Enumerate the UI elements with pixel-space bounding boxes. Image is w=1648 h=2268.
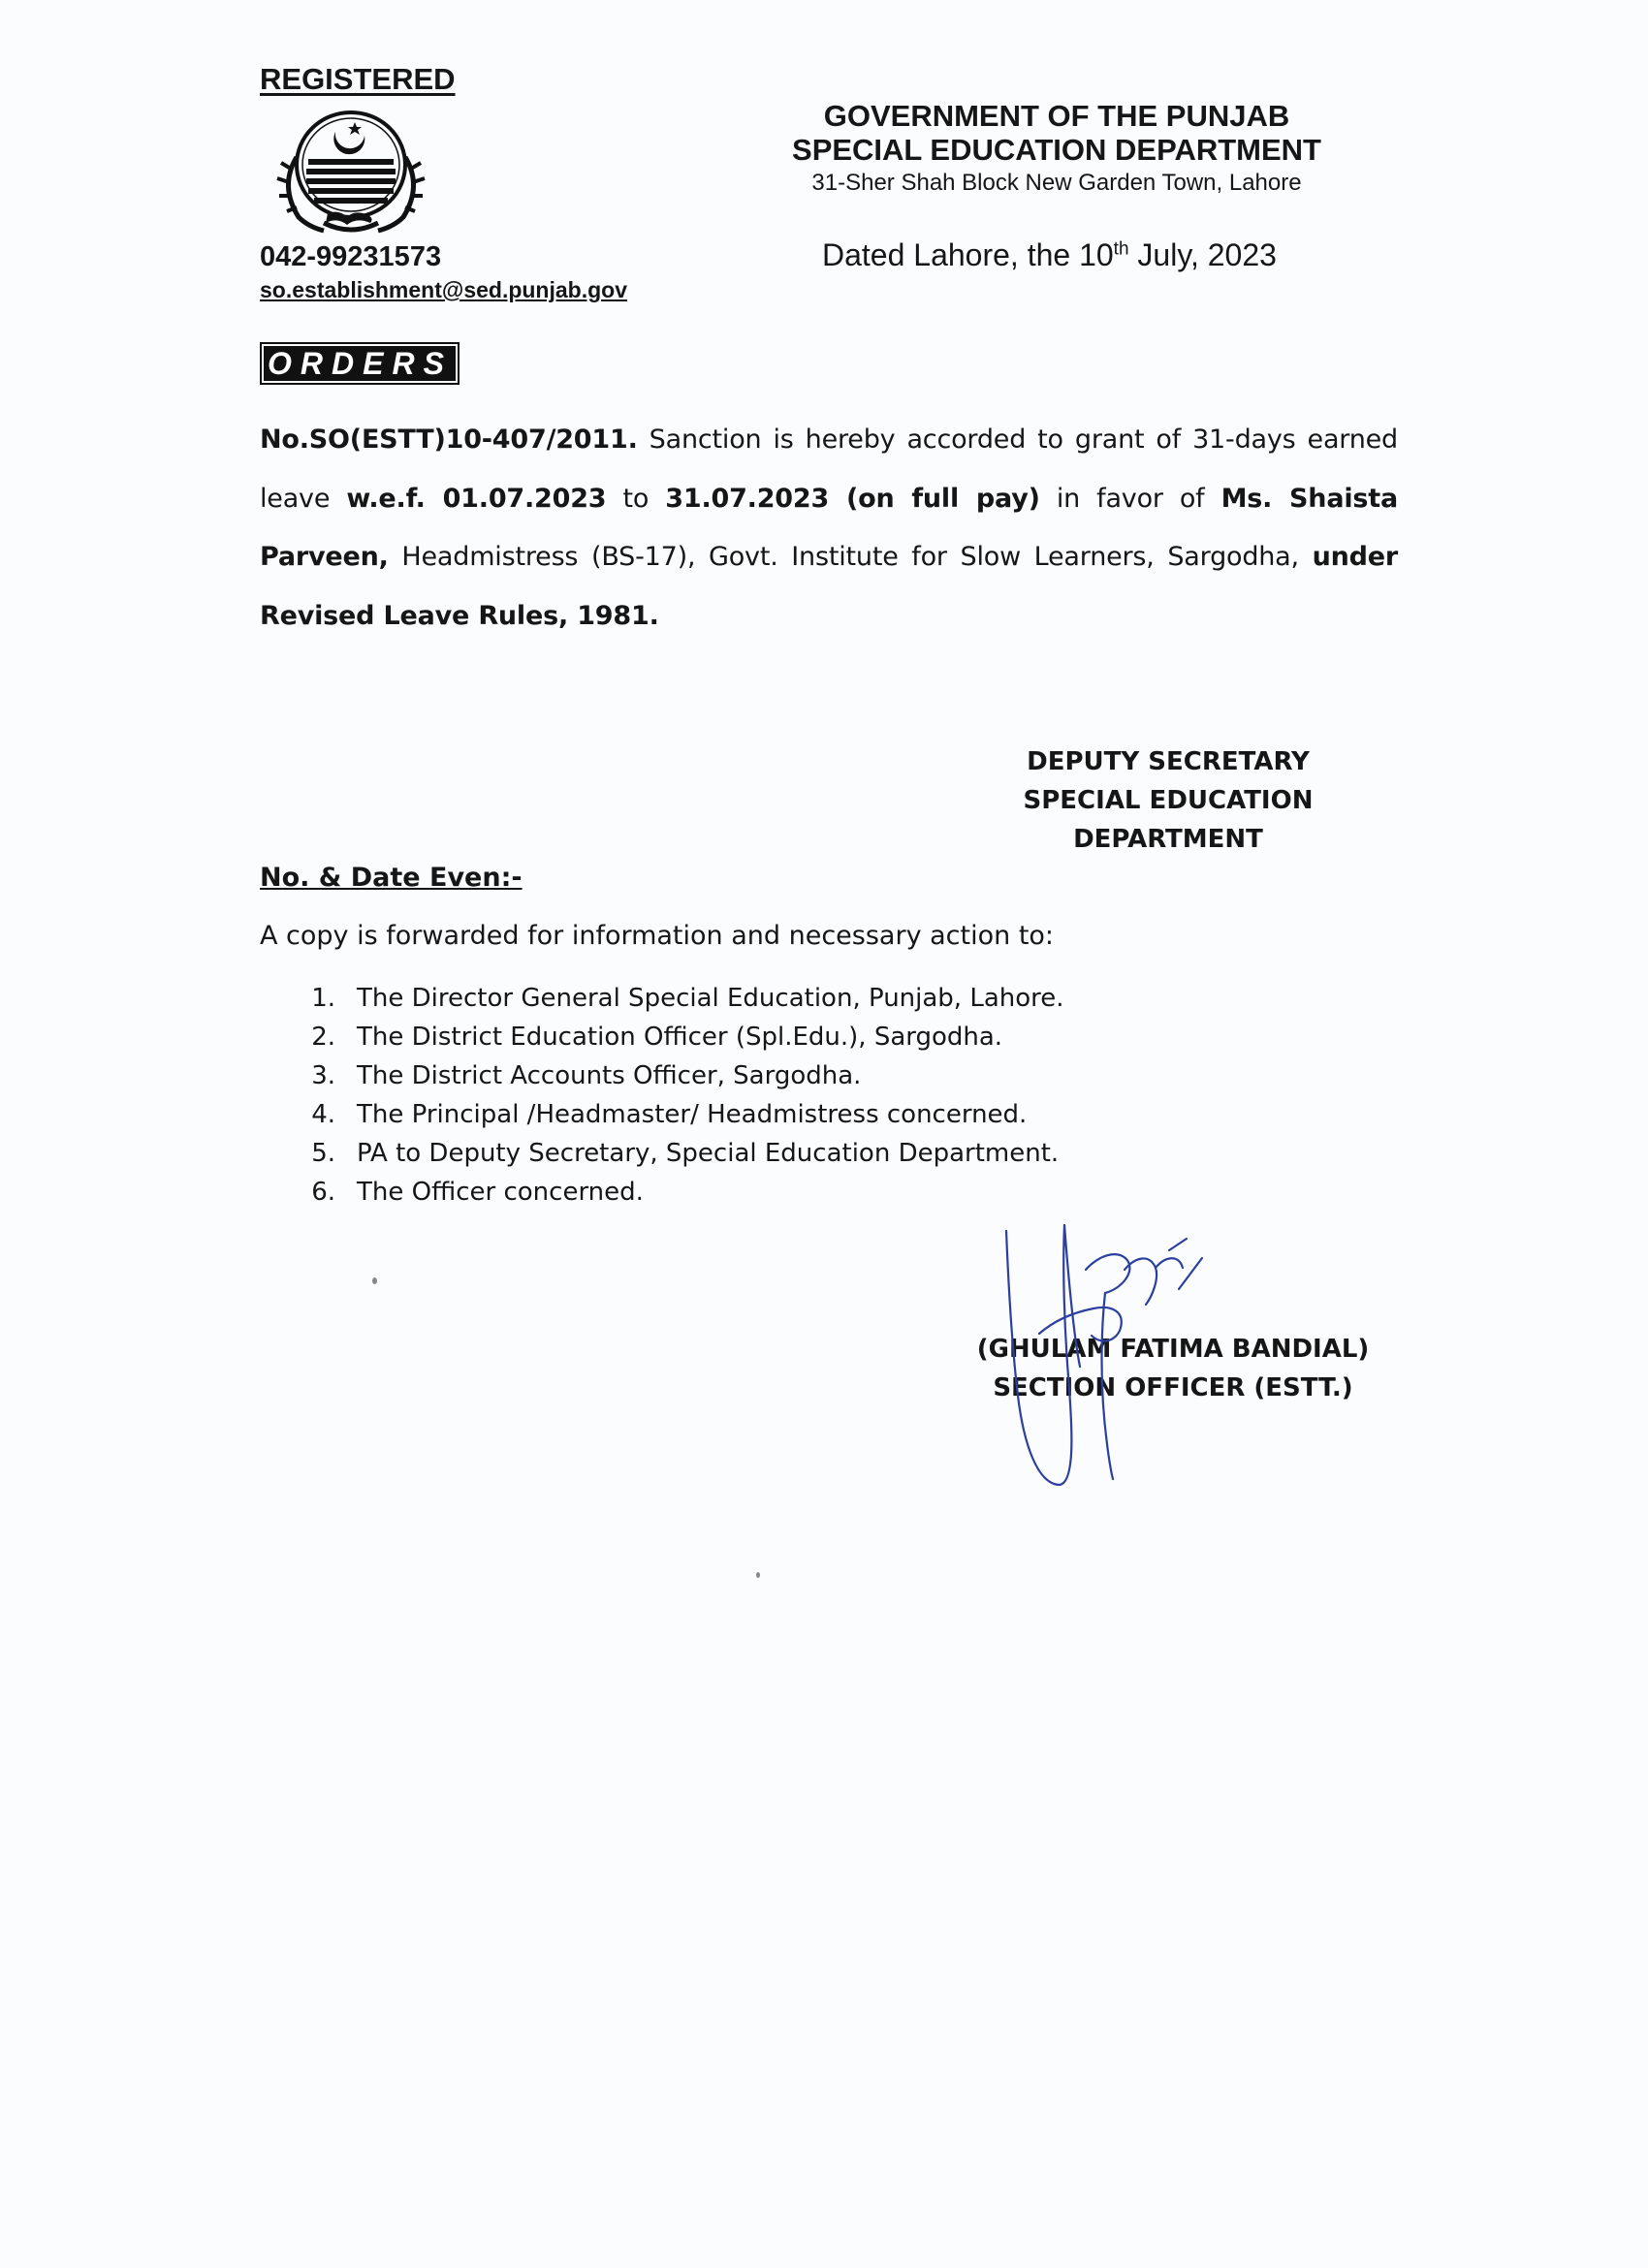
list-item: 3. The District Accounts Officer, Sargodha. — [311, 1061, 862, 1090]
order-end-date: 31.07.2023 (on full pay) — [665, 483, 1040, 514]
date-prefix: Dated Lahore, the 10 — [822, 237, 1114, 272]
registered-label: REGISTERED — [260, 62, 456, 96]
deputy-line-3: DEPARTMENT — [1073, 825, 1263, 854]
government-title: GOVERNMENT OF THE PUNJAB — [823, 99, 1290, 133]
department-title: SPECIAL EDUCATION DEPARTMENT — [792, 133, 1321, 167]
order-employee-name: Ms. Shaista Parveen, — [260, 483, 1398, 572]
order-text-2: to — [606, 483, 666, 514]
signatory-designation: SECTION OFFICER (ESTT.) — [993, 1373, 1353, 1402]
order-text-4: Headmistress (BS-17), Govt. Institute for Slow Learners, Sargodha, — [388, 542, 1313, 572]
list-item: 1. The Director General Special Education, Punjab, Lahore. — [311, 984, 1064, 1013]
deputy-secretary-block — [969, 742, 1367, 859]
deputy-line-2: SPECIAL EDUCATION — [1023, 786, 1314, 815]
list-item: 5. PA to Deputy Secretary, Special Education Department. — [311, 1139, 1060, 1168]
list-item: 4. The Principal /Headmaster/ Headmistress concerned. — [311, 1100, 1028, 1129]
no-date-even-heading: No. & Date Even:- — [260, 863, 523, 893]
orders-heading: ORDERS — [260, 342, 460, 385]
punjab-emblem-icon — [268, 109, 434, 239]
order-start-date: w.e.f. 01.07.2023 — [346, 483, 607, 514]
signatory-name: (GHULAM FATIMA BANDIAL) — [976, 1335, 1370, 1364]
date-ordinal: th — [1113, 238, 1129, 260]
letterhead — [756, 99, 1357, 198]
handwritten-signature — [979, 1212, 1251, 1502]
order-text-1: Sanction is hereby accorded to grant of 31-days earned leave — [260, 425, 1398, 514]
contact-phone: 042-99231573 — [260, 241, 442, 272]
order-rules: under Revised Leave Rules, 1981. — [260, 542, 1398, 631]
list-item: 2. The District Education Officer (Spl.Edu.), Sargodha. — [311, 1023, 1003, 1052]
date-line — [822, 237, 1277, 273]
copy-recipient-list — [291, 979, 1064, 1212]
department-address: 31-Sher Shah Block New Garden Town, Lahore — [811, 170, 1302, 196]
order-number: No.SO(ESTT)10-407/2011. — [260, 425, 638, 455]
copy-forwarded-intro: A copy is forwarded for information and necessary action to: — [260, 921, 1055, 951]
list-item: 6. The Officer concerned. — [311, 1178, 644, 1207]
order-text-3: in favor of — [1039, 483, 1221, 514]
contact-email[interactable]: so.establishment@sed.punjab.gov — [260, 277, 627, 302]
scan-speck — [756, 1572, 760, 1578]
scan-speck — [372, 1277, 377, 1284]
deputy-line-1: DEPUTY SECRETARY — [1027, 747, 1310, 776]
date-rest: July, 2023 — [1128, 237, 1277, 272]
order-paragraph — [260, 411, 1398, 646]
